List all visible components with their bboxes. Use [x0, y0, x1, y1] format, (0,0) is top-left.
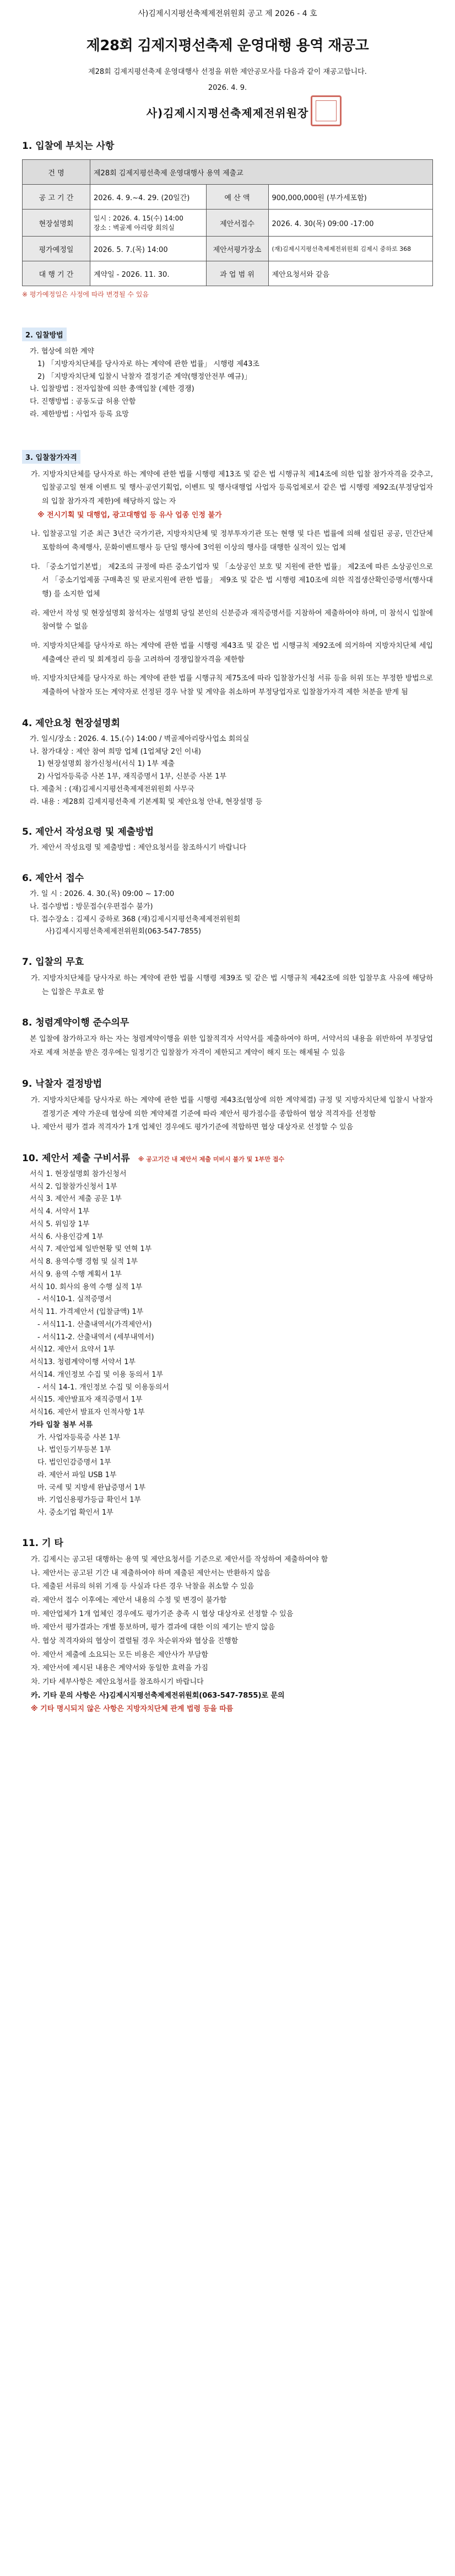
list-item: 가. 사업자등록증 사본 1부 — [37, 1433, 121, 1442]
section-8-body — [22, 1033, 433, 1060]
paragraph: 마. 지방자치단체를 당사자로 하는 계약에 관한 법률 시행령 제43조 및 같은 법 시행규칙 제92조에 의거하여 지방자치단체 세입세출예산 관리 및 회계정리 등을 고려하여 경쟁입찰자격을 제한함 — [31, 642, 433, 664]
section-1 — [22, 138, 433, 299]
list-item: 바. 제안서 평가결과는 개별 통보하며, 평가 결과에 대한 이의 제기는 받지 않음 — [31, 1623, 275, 1632]
section-4-title: 4. 제안요청 현장설명회 — [22, 717, 120, 729]
row-value-2: (재)김제시지평선축제제전위원회 김제시 중하로 368 — [268, 237, 432, 261]
section-5 — [22, 824, 433, 855]
paragraph: 바. 지방자치단체를 당사자로 하는 계약에 관한 법률 시행규칙 제75조에 따라 입찰참가신청 서류 등을 허위 또는 부정한 방법으로 제출하여 낙찰자 또는 계약자로 선정된 경우 낙찰 및 계약을 취소하며 부정당업자로 입찰참가자격 제한 처분을 받게 됨 — [31, 674, 433, 697]
list-item: 라. 제한방법 : 사업자 등록 요망 — [30, 410, 129, 418]
list-item: 다. 제출된 서류의 허위 기재 등 사실과 다른 경우 낙찰을 취소할 수 있음 — [31, 1582, 254, 1591]
section-4 — [22, 715, 433, 809]
section-2-title: 2. 입찰방법 — [22, 328, 67, 341]
row-value: 2026. 5. 7.(목) 14:00 — [90, 237, 207, 261]
row-value-2: 제안요청서와 같음 — [268, 261, 432, 286]
row-label-2: 제안서평가장소 — [206, 237, 268, 261]
list-item: 서식 1. 현장설명회 참가신청서 — [30, 1169, 127, 1178]
section-9-title: 9. 낙찰자 결정방법 — [22, 1078, 102, 1090]
list-item: 나. 법인등기부등본 1부 — [37, 1446, 111, 1455]
list-item: - 서식11-1. 산출내역서(가격제안서) — [37, 1320, 152, 1329]
section-6 — [22, 870, 433, 938]
list-item: ※ 기타 명시되지 않은 사항은 지방자치단체 관계 법령 등을 따름 — [31, 1705, 234, 1714]
list-item: 서식 7. 제안업체 일반현황 및 연혁 1부 — [30, 1245, 152, 1254]
paragraph: 가. 지방자치단체를 당사자로 하는 계약에 관한 법률 시행령 제39조 및 같은 법 시행규칙 제42조에 의한 입찰무효 사유에 해당하는 입찰은 무효로 함 — [31, 974, 433, 996]
list-item: - 서식11-2. 산출내역서 (세부내역서) — [37, 1333, 154, 1341]
section-11-title: 11. 기 타 — [22, 1537, 63, 1549]
list-item: 다. 진행방법 : 공동도급 허용 안함 — [30, 398, 136, 406]
list-item: - 서식 14-1. 개인정보 수집 및 이용동의서 — [37, 1383, 169, 1392]
table-row — [23, 261, 433, 286]
section-11 — [22, 1535, 433, 1716]
paragraph: 본 입찰에 참가하고자 하는 자는 청렴계약이행을 위한 입찰적격자 서약서를 제출하여야 하며, 서약서의 내용을 위반하여 부정당업자로 제재 처분을 받은 경우에는 일정기간 입찰참가 자격이 제한되고 계약이 해지 또는 해제될 수 있음 — [30, 1035, 433, 1058]
list-item: 서식 11. 가격제안서 (입찰금액) 1부 — [30, 1308, 144, 1317]
list-item: 라. 내용 : 제28회 김제지평선축제 기본계획 및 제안요청 안내, 현장설명 등 — [30, 797, 263, 806]
list-item: 서식 2. 입찰참가신청서 1부 — [30, 1182, 117, 1191]
notice-intro: 제28회 김제지평선축제 운영대행사 선정을 위한 제안공모사를 다음과 같이 재공고합니다. — [88, 68, 367, 76]
paragraph: 가. 지방자치단체를 당사자로 하는 계약에 관한 법률 시행령 제43조(협상에 의한 계약체결) 규정 및 지방자치단체 입찰시 낙찰자 결정기준 계약 가운데 협상에 의한 계약체결 기준에 따라 제안서 평가점수를 종합하여 협상 적격자를 선정함 — [31, 1096, 433, 1118]
list-item: 서식 9. 용역 수행 계획서 1부 — [30, 1270, 122, 1279]
list-item: 서식14. 개인정보 수집 및 이용 동의서 1부 — [30, 1370, 164, 1379]
table-row — [23, 210, 433, 237]
section-5-body — [22, 842, 433, 855]
section-6-title: 6. 제안서 접수 — [22, 873, 84, 884]
row-label: 공 고 기 간 — [23, 185, 90, 210]
list-item: 서식15. 제안발표자 재직증명서 1부 — [30, 1396, 143, 1404]
list-item: 나. 접수방법 : 방문접수(우편접수 불가) — [30, 902, 153, 911]
section-3-body — [22, 468, 433, 700]
list-item: 가. 제안서 작성요령 및 제출방법 : 제안요청서를 참조하시기 바랍니다 — [30, 844, 247, 852]
list-item: 바. 기업신용평가등급 확인서 1부 — [37, 1496, 142, 1505]
list-item: 가. 협상에 의한 계약 — [30, 347, 94, 356]
section-9 — [22, 1076, 433, 1135]
list-item: 카. 기타 문의 사항은 사)김제시지평선축제제전위원회(063-547-7855)로 문의 — [31, 1691, 285, 1700]
paragraph-note: ※ 전시기획 및 대행업, 광고대행업 등 유사 업종 인정 불가 — [37, 511, 222, 519]
section-10-title: 10. 제안서 제출 구비서류 — [22, 1152, 130, 1164]
list-item: 서식 3. 제안서 제출 공문 1부 — [30, 1195, 122, 1204]
row-value: 제28회 김제지평선축제 운영대행사 용역 제출교 — [90, 160, 433, 185]
section-1-title: 1. 입찰에 부치는 사항 — [22, 141, 115, 152]
list-item: 가. 일 시 : 2026. 4. 30.(목) 09:00 ~ 17:00 — [30, 890, 175, 899]
row-label: 건 명 — [23, 160, 90, 185]
notice-number: 사)김제시지평선축제제전위원회 공고 제 2026 - 4 호 — [138, 9, 317, 18]
list-item: 라. 제안서 접수 이후에는 제안서 내용의 수정 및 변경이 불가함 — [31, 1596, 227, 1604]
table-row — [23, 237, 433, 261]
section-7 — [22, 954, 433, 999]
section-2 — [22, 314, 433, 421]
list-item: 서식 4. 서약서 1부 — [30, 1208, 90, 1216]
notice-title: 제28회 김제지평선축제 운영대행 용역 재공고 — [86, 37, 369, 54]
list-item: 마. 제안업체가 1개 업체인 경우에도 평가기준 충족 시 협상 대상자로 선정할 수 있음 — [31, 1609, 294, 1618]
list-item: 마. 국세 및 지방세 완납증명서 1부 — [37, 1483, 146, 1492]
list-item: - 서식10-1. 실적증명서 — [37, 1295, 112, 1304]
row-value: 2026. 4. 9.~4. 29. (20일간) — [90, 185, 207, 210]
list-item: 다. 접수장소 : 김제시 중하로 368 (재)김제시지평선축제제전위원회 — [30, 915, 241, 924]
paragraph: 나. 제안서 평가 결과 적격자가 1개 업체인 경우에도 평가기준에 적합하면 협상 대상자로 선정할 수 있음 — [31, 1123, 354, 1132]
section-3-title: 3. 입찰참가자격 — [22, 450, 80, 464]
list-item: 가. 김제시는 공고된 대행하는 용역 및 제안요청서를 기준으로 제안서를 작성하여 제출하여야 함 — [31, 1555, 328, 1564]
list-item: 나. 입찰방법 : 전자입찰에 의한 총액입찰 (제한 경쟁) — [30, 385, 194, 394]
list-item: 자. 제안서에 제시된 내용은 계약서와 동일한 효력을 가짐 — [31, 1664, 208, 1673]
row-label: 대 행 기 간 — [23, 261, 90, 286]
table-row — [23, 185, 433, 210]
section-9-body — [22, 1094, 433, 1135]
list-item: 사. 중소기업 확인서 1부 — [37, 1509, 113, 1517]
table-row — [23, 160, 433, 185]
list-item: 1) 현장설명회 참가신청서(서식 1) 1부 제출 — [37, 760, 175, 769]
section-6-body — [22, 888, 433, 938]
paragraph: 나. 입찰공고일 기준 최근 3년간 국가기관, 지방자치단체 및 정부투자기관 또는 현행 및 다른 법률에 의해 설립된 공공, 민간단체 포함하여 축제행사, 문화이벤트행사 등 단일 행사에 3억원 이상의 행사를 대행한 실적이 있는 업체 — [31, 530, 433, 552]
list-item: 서식 8. 용역수행 경험 및 실적 1부 — [30, 1258, 138, 1266]
row-label: 현장설명회 — [23, 210, 90, 237]
list-item: 나. 제안서는 공고된 기간 내 제출하여야 하며 제출된 제안서는 반환하지 않음 — [31, 1569, 270, 1577]
list-item: 서식 5. 위임장 1부 — [30, 1220, 90, 1228]
issuer-block — [22, 104, 433, 120]
list-item: 다. 제출처 : (재)김제시지평선축제제전위원회 사무국 — [30, 785, 194, 793]
section-10-body — [22, 1168, 433, 1520]
section-8-title: 8. 청렴계약이행 준수의무 — [22, 1017, 129, 1029]
paragraph: 가. 지방자치단체를 당사자로 하는 계약에 관한 법률 시행령 제13조 및 같은 법 시행규칙 제14조에 의한 입찰 참가자격을 갖추고, 입찰공고일 현재 이벤트 및 행사·공연기획업, 이벤트 및 행사대행업 사업자 등록업체로서 같은 법 시행령 제92조(부정당업자의 입찰 참가자격 제한)에 해당하지 않는 자 — [31, 470, 433, 506]
summary-table — [22, 159, 433, 286]
list-item: 사)김제시지평선축제제전위원회(063-547-7855) — [45, 927, 202, 936]
section-10-note: ※ 공고기간 내 제안서 제출 미비시 불가 및 1부만 접수 — [138, 1155, 285, 1163]
section-7-title: 7. 입찰의 무효 — [22, 957, 84, 968]
section-11-body — [22, 1553, 433, 1716]
section-10-header — [22, 1150, 433, 1164]
list-item: 아. 제안서 제출에 소요되는 모든 비용은 제안사가 부담함 — [31, 1650, 208, 1659]
list-item: 가타 입찰 첨부 서류 — [30, 1420, 93, 1429]
list-item: 나. 참가대상 : 제안 참여 희망 업체 (1업체당 2인 이내) — [30, 747, 201, 756]
list-item: 서식13. 청렴계약이행 서약서 1부 — [30, 1358, 136, 1367]
section-4-body — [22, 733, 433, 809]
list-item: 2) 사업자등록증 사본 1부, 재직증명서 1부, 신분증 사본 1부 — [37, 772, 227, 781]
list-item: 라. 제안서 파일 USB 1부 — [37, 1471, 117, 1479]
list-item: 차. 기타 세부사항은 제안요청서를 참조하시기 바랍니다 — [31, 1678, 204, 1687]
section-3 — [22, 437, 433, 700]
row-value: 일시 : 2026. 4. 15(수) 14:00 장소 : 벽골제 아리랑 회의실 — [90, 210, 207, 237]
list-item: 서식 10. 회사의 용역 수행 실적 1부 — [30, 1282, 143, 1291]
issuer-name — [147, 104, 309, 120]
section-2-body — [22, 346, 433, 421]
list-item: 다. 법인인감증명서 1부 — [37, 1458, 111, 1467]
section-8 — [22, 1015, 433, 1060]
list-item: 서식16. 제안서 발표자 인적사항 1부 — [30, 1408, 145, 1417]
row-value: 계약일 - 2026. 11. 30. — [90, 261, 207, 286]
row-label-2: 제안서접수 — [206, 210, 268, 237]
row-value-2: 900,000,000원 (부가세포함) — [268, 185, 432, 210]
section-7-body — [22, 972, 433, 999]
official-seal-icon — [311, 95, 342, 126]
section-5-title: 5. 제안서 작성요령 및 제출방법 — [22, 827, 154, 838]
notice-date: 2026. 4. 9. — [208, 84, 247, 92]
row-label-2: 예 산 액 — [206, 185, 268, 210]
list-item: 서식 6. 사용인감계 1부 — [30, 1232, 104, 1241]
list-item: 사. 협상 적격자와의 협상이 결렬될 경우 차순위자와 협상을 진행함 — [31, 1637, 239, 1645]
list-item: 서식12. 제안서 요약서 1부 — [30, 1345, 115, 1354]
row-label: 평가예정일 — [23, 237, 90, 261]
list-item: 1) 「지방자치단체를 당사자로 하는 계약에 관한 법률」 시행령 제43조 — [37, 359, 259, 368]
row-value-2: 2026. 4. 30(목) 09:00 -17:00 — [268, 210, 432, 237]
section-1-note: ※ 평가예정일은 사정에 따라 변경될 수 있음 — [22, 291, 149, 298]
list-item: 2) 「지방자치단체 입찰시 낙찰자 결정기준 계약(행정안전부 예규)」 — [37, 372, 252, 381]
section-10 — [22, 1150, 433, 1520]
list-item: 가. 일시/장소 : 2026. 4. 15.(수) 14:00 / 벽골제아리랑사업소 회의실 — [30, 734, 250, 743]
row-label-2: 과 업 범 위 — [206, 261, 268, 286]
paragraph: 라. 제안서 작성 및 현장설명회 참석자는 설명회 당일 본인의 신분증과 재직증명서를 지참하여 제출하여야 하며, 미 참석시 입찰에 참여할 수 없음 — [31, 609, 433, 631]
paragraph: 다. 「중소기업기본법」 제2조의 규정에 따른 중소기업자 및 「소상공인 보호 및 지원에 관한 법률」 제2조에 따른 소상공인으로서 「중소기업제품 구매촉진 및 판로지원에 관한 법률」 제9조 및 같은 법 시행령 제10조에 의한 직접생산확인증명서(행사대행) 를 소지한 업체 — [31, 562, 433, 598]
issuer-label: 사)김제시지평선축제제전위원장 — [146, 106, 309, 120]
